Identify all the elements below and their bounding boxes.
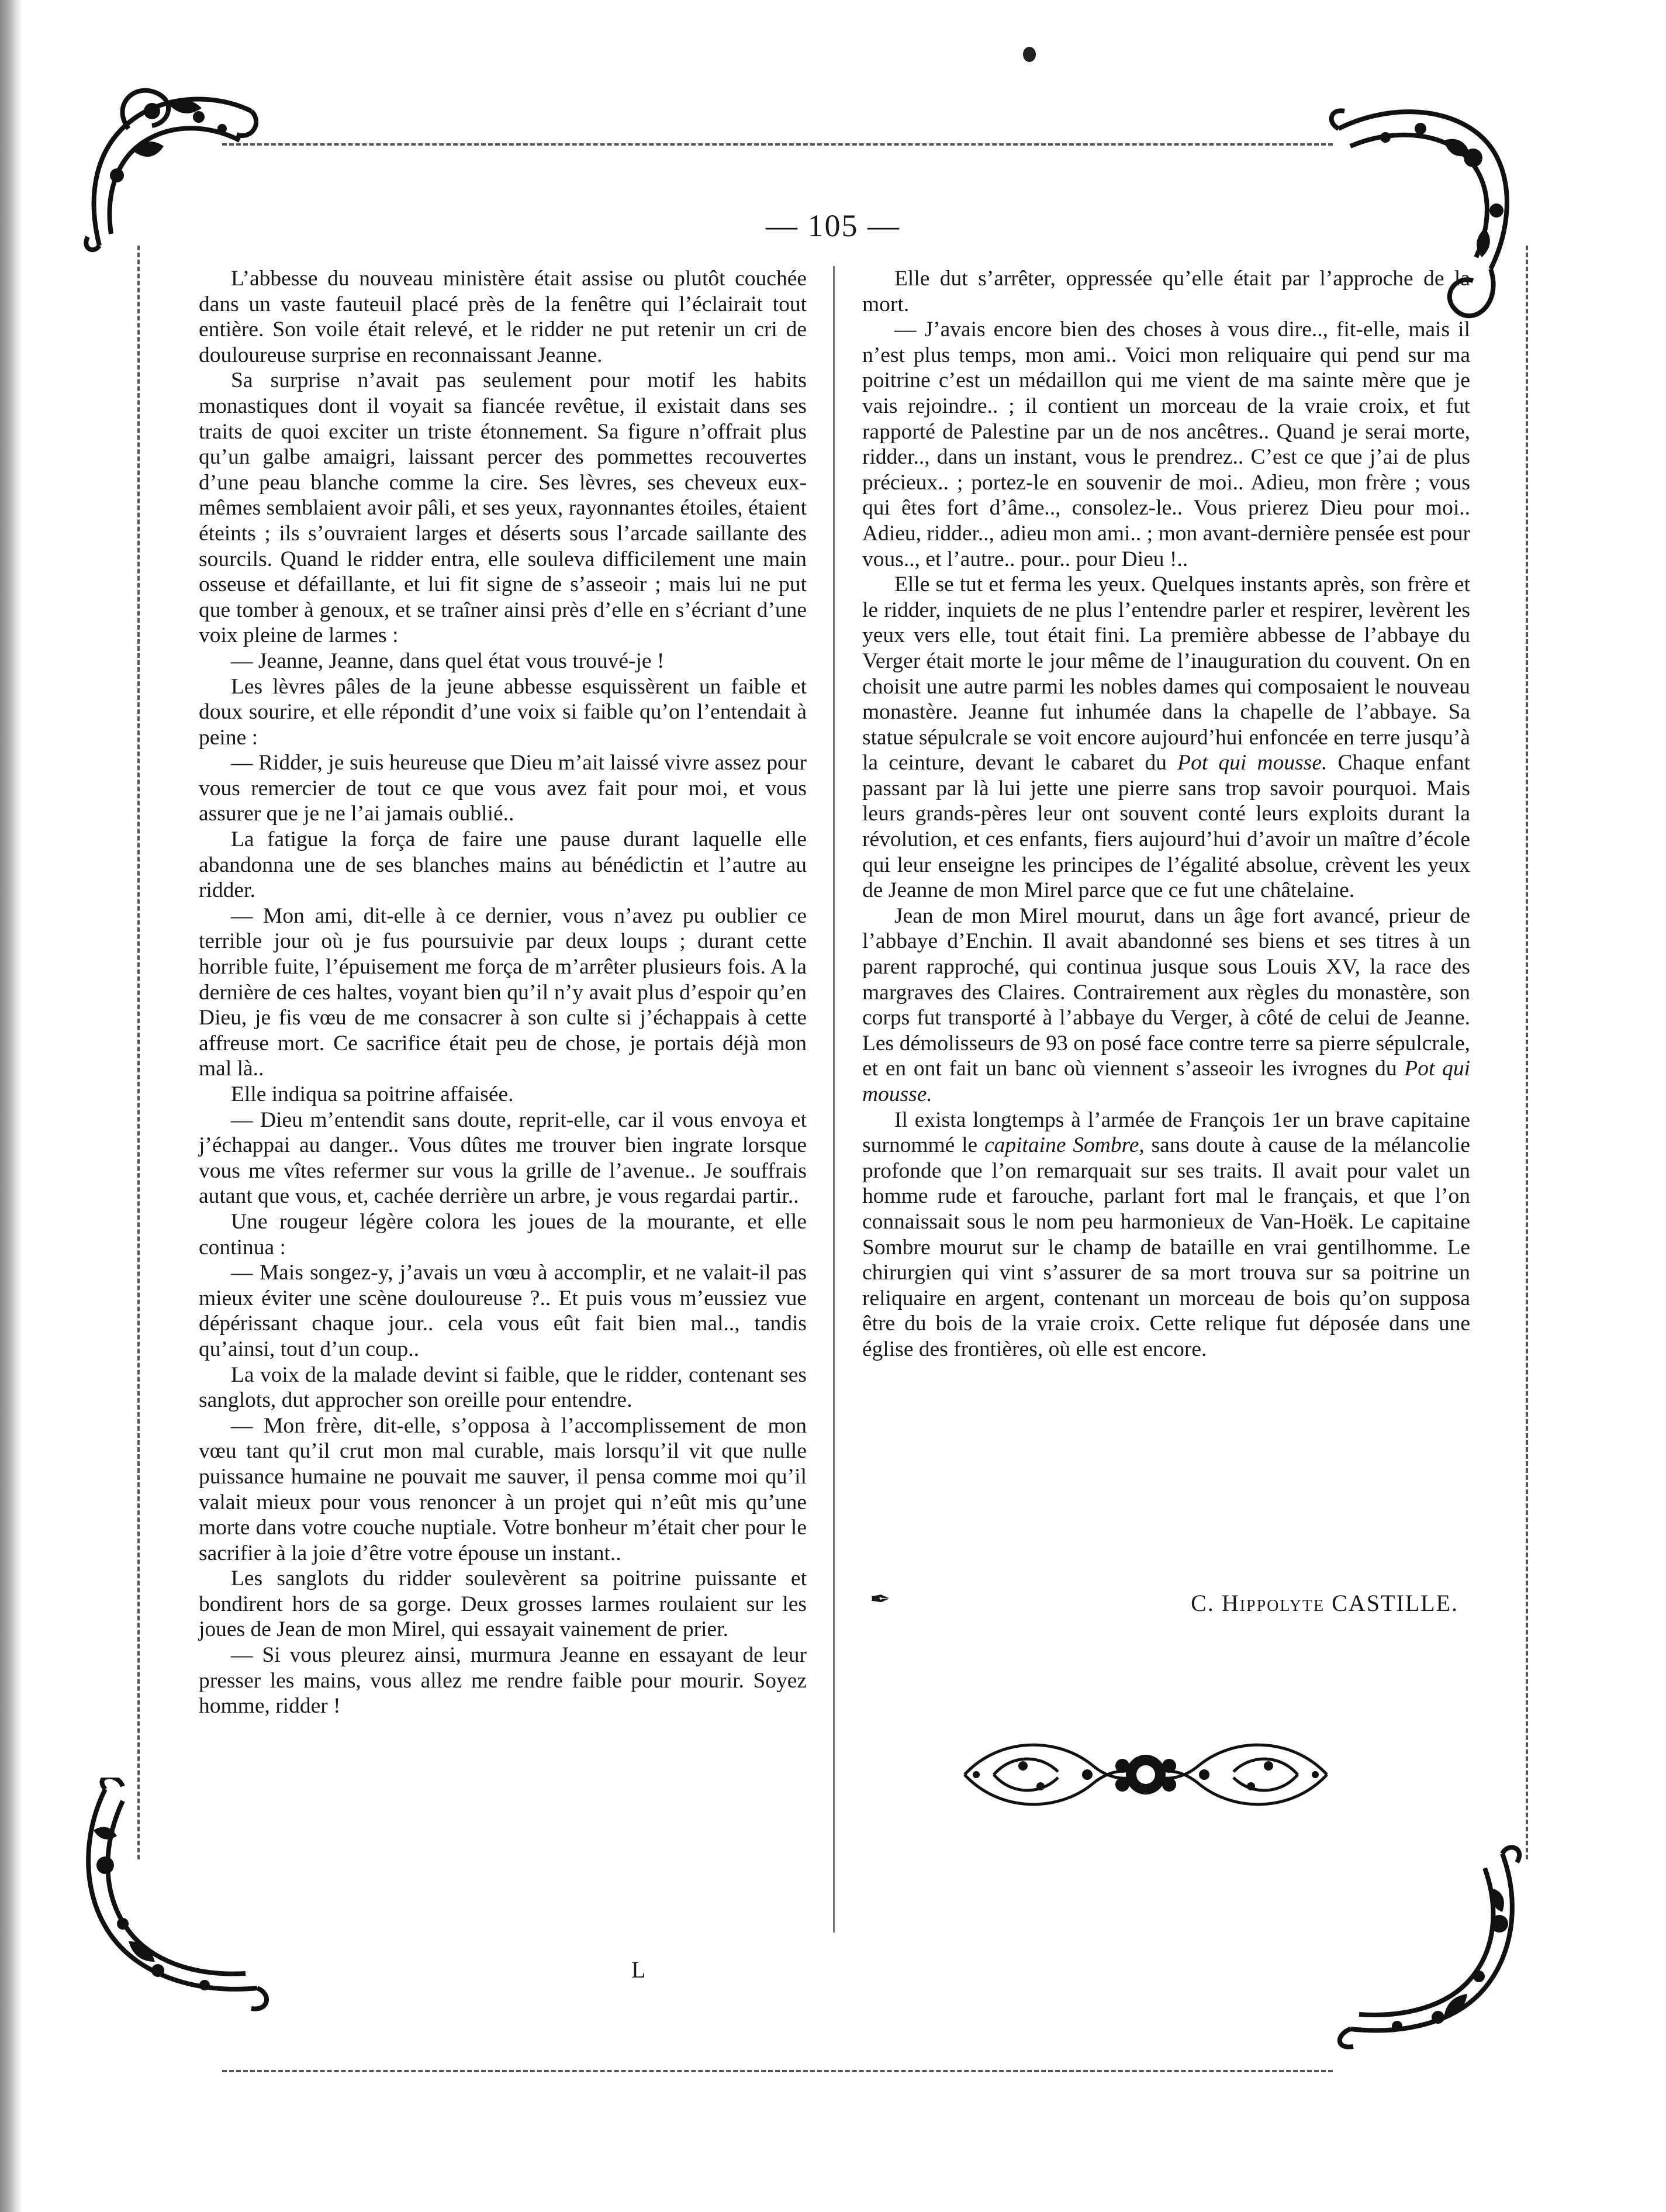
paragraph-text: sans doute à cause de la mélancolie profonde que l’on remarquait sur ses traits. Il avait pour valet un homme rude et farouche, parlant fort mal le français, et que l’on connaissait sous le nom peu harmonieux de Van-Hoëk. Le capitaine Sombre mourut sur le champ de bataille en vrai gentilhomme. Le chirurgien qui vint s’assurer de sa mort trouva sur sa poitrine un reliquaire en argent, contenant un morceau de bois qu’on supposa être du bois de la vraie croix. Cette relique fut déposée dans une église des frontières, où elle est encore. (862, 1133, 1470, 1361)
author-signature (1191, 1589, 1458, 1617)
italic-title: Pot qui mousse. (862, 1057, 1471, 1106)
page-number: — 105 — (766, 208, 900, 243)
paragraph-with-italic (862, 572, 1470, 903)
paragraph: — Jeanne, Jeanne, dans quel état vous trouvé-je ! (231, 648, 665, 673)
ornament-corner-bottom-right-icon (1333, 1842, 1526, 2052)
paragraph: L’abbesse du nouveau ministère était assise ou plutôt couchée dans un vaste fauteuil placé près de la fenêtre qui l’éclairait tout entière. Son voile était relevé, et le ridder ne put retenir un cri de douloureuse surprise en reconnaissant Jeanne. (199, 267, 807, 367)
italic-title: Pot qui mousse. (1177, 751, 1328, 775)
ink-spot (1023, 47, 1036, 62)
frame-rule-left (137, 246, 140, 1859)
frame-rule-bottom (222, 2070, 1333, 2072)
paragraph: Elle dut s’arrêter, oppressée qu’elle était par l’approche de la mort. (862, 267, 1470, 316)
paragraph: La voix de la malade devint si faible, que le ridder, contenant ses sanglots, dut approcher son oreille pour entendre. (199, 1362, 807, 1413)
binding-edge-shadow (0, 0, 22, 2212)
floral-vignette-icon (953, 1731, 1339, 1818)
ornament-corner-bottom-left-icon (70, 1778, 281, 2023)
paragraph: Sa surprise n’avait pas seulement pour motif les habits monastiques dont il voyait sa fiancée revêtue, il existait dans ses traits de quoi exciter un triste étonnement. Sa figure n’offrait plus qu’un galbe amaigri, laissant percer des pommettes recouvertes d’une peau blanche comme la cire. Ses lèvres, ses cheveux eux-mêmes semblaient avoir pâli, et ses yeux, rayonnantes étoiles, étaient éteints ; ils s’ouvraient larges et déserts sous l’arcade saillante des sourcils. Quand le ridder entra, elle souleva difficilement une main osseuse et défaillante, et lui fit signe de s’asseoir ; mais lui ne put que tomber à genoux, et se traîner ainsi près d’elle en s’écriant d’une voix pleine de larmes : (199, 368, 807, 648)
quill-mark-icon: ✒ (870, 1586, 891, 1613)
paragraph: — Mon frère, dit-elle, s’opposa à l’accomplissement de mon vœu tant qu’il crut mon mal curable, mais lorsqu’il vit que nulle puissance humaine ne pouvait me sauver, il pensa comme moi qu’il valait mieux pour vous renoncer à un projet qui n’eût mis qu’une morte dans votre couche nuptiale. Votre bonheur m’était cher pour le sacrifier à la joie d’être votre épouse un instant.. (199, 1413, 807, 1565)
paragraph: La fatigue la força de faire une pause durant laquelle elle abandonna une de ses blanches mains au bénédictin et l’autre au ridder. (199, 827, 807, 903)
paragraph: — J’avais encore bien des choses à vous dire.., fit-elle, mais il n’est plus temps, mon ami.. Voici mon reliquaire qui pend sur ma poitrine c’est un médaillon qui me vient de ma sainte mère que je vais rejoindre.. ; il contient un morceau de la vraie croix, et fut rapporté de Palestine par un de nos ancêtres.. Quand je serai morte, ridder.., dans un instant, vous le prendrez.. C’est ce que j’ai de plus précieux.. ; portez-le en souvenir de moi.. Adieu, mon frère ; vous qui êtes fort d’âme.., consolez-le.. Vous prierez Dieu pour moi.. Adieu, ridder.., adieu mon ami.. ; mon avant-dernière pensée est pour vous.., et l’autre.. pour.. pour Dieu !.. (862, 318, 1470, 571)
paragraph-text: Elle se tut et ferma les yeux. Quelques instants après, son frère et le ridder, inquiets de ne plus l’entendre parler et respirer, levèrent les yeux vers elle, tout était fini. La première abbesse de l’abbaye du Verger était morte le jour même de l’inauguration du couvent. On en choisit une autre parmi les nobles dames qui composaient le nouveau monastère. Jeanne fut inhumée dans la chapelle de l’abbaye. Sa statue sépulcrale se voit encore aujourd’hui enfoncée en terre jusqu’à la ceinture, devant le cabaret du (862, 572, 1470, 775)
paragraph: — Si vous pleurez ainsi, murmura Jeanne en essayant de leur presser les mains, vous allez me rendre faible pour mourir. Soyez homme, ridder ! (199, 1643, 807, 1718)
column-divider (833, 266, 835, 1933)
paragraph: Une rougeur légère colora les joues de la mourante, et elle continua : (199, 1209, 807, 1259)
author-first-name: Hippolyte (1221, 1590, 1325, 1616)
left-column (199, 266, 807, 1719)
paragraph: Les sanglots du ridder soulevèrent sa poitrine puissante et bondirent hors de sa gorge. Deux grosses larmes roulaient sur les joues de Jean de mon Mirel, qui essayait vainement de prier. (199, 1566, 807, 1642)
frame-rule-top (222, 143, 1333, 146)
frame-rule-right (1526, 246, 1528, 1859)
paragraph: — Mais songez-y, j’avais un vœu à accomplir, et ne valait-il pas mieux éviter une scène douloureuse ?.. Et puis vous m’eussiez vue dépérissant chaque jour.. cela vous eût fait bien mal.., tandis qu’ainsi, tout d’un coup.. (199, 1261, 807, 1361)
paragraph-text: Jean de mon Mirel mourut, dans un âge fort avancé, prieur de l’abbaye d’Enchin. Il avait abandonné ses biens et ses titres à un parent rapproché, qui continua jusque sous Louis XV, la race des margraves des Claires. Contrairement aux règles du monastère, son corps fut transporté à l’abbaye du Verger, à côté de celui de Jeanne. Les démolisseurs de 93 on posé face contre terre sa pierre sépulcrale, et en ont fait un banc où viennent s’asseoir les ivrognes du (862, 903, 1470, 1081)
italic-name: capitaine Sombre, (984, 1133, 1145, 1158)
author-initial: C. (1191, 1590, 1215, 1616)
right-column (862, 266, 1470, 1362)
sheet-signature-mark: L (631, 1956, 646, 1983)
paragraph-text: Il exista longtemps à l’armée de François 1er un brave capitaine surnommé le (862, 1107, 1470, 1158)
paragraph-with-italic (862, 903, 1470, 1107)
paragraph: Elle indiqua sa poitrine affaisée. (231, 1082, 514, 1106)
paragraph: — Mon ami, dit-elle à ce dernier, vous n’avez pu oublier ce terrible jour où je fus poursuivie par deux loups ; durant cette horrible fuite, l’épuisement me força de m’arrêter plusieurs fois. A la dernière de ces haltes, voyant bien qu’il n’y avait plus d’espoir qu’en Dieu, je fis vœu de me consacrer à son culte si j’échappais à cette affreuse mort. Ce sacrifice était peu de chose, je portais déjà mon mal là.. (199, 903, 807, 1081)
paragraph: Les lèvres pâles de la jeune abbesse esquissèrent un faible et doux sourire, et elle répondit d’une voix si faible qu’on l’entendait à peine : (199, 674, 807, 750)
paragraph: — Ridder, je suis heureuse que Dieu m’ait laissé vivre assez pour vous remercier de tout ce que vous avez fait pour moi, et vous assurer que je ne l’ai jamais oublié.. (199, 751, 807, 826)
paragraph-with-italic (862, 1107, 1470, 1362)
paragraph: — Dieu m’entendit sans doute, reprit-elle, car il vous envoya et j’échappai au danger.. Vous dûtes me trouver bien ingrate lorsque vous me vîtes refermer sur vous la grille de l’avenue.. Je souffrais autant que vous, et, cachée derrière un arbre, je vous regardai partir.. (199, 1107, 807, 1209)
author-last-name: CASTILLE. (1332, 1590, 1458, 1616)
paragraph-text: Chaque enfant passant par là lui jette une pierre sans trop savoir pourquoi. Mais leurs grands-pères leur ont souvent conté leurs exploits durant la révolution, et ces enfants, fiers aujourd’hui d’avoir un maître d’école qui leur enseigne les principes de l’égalité absolue, crèvent les yeux de Jeanne de mon Mirel parce que ce fut une châtelaine. (862, 751, 1470, 903)
